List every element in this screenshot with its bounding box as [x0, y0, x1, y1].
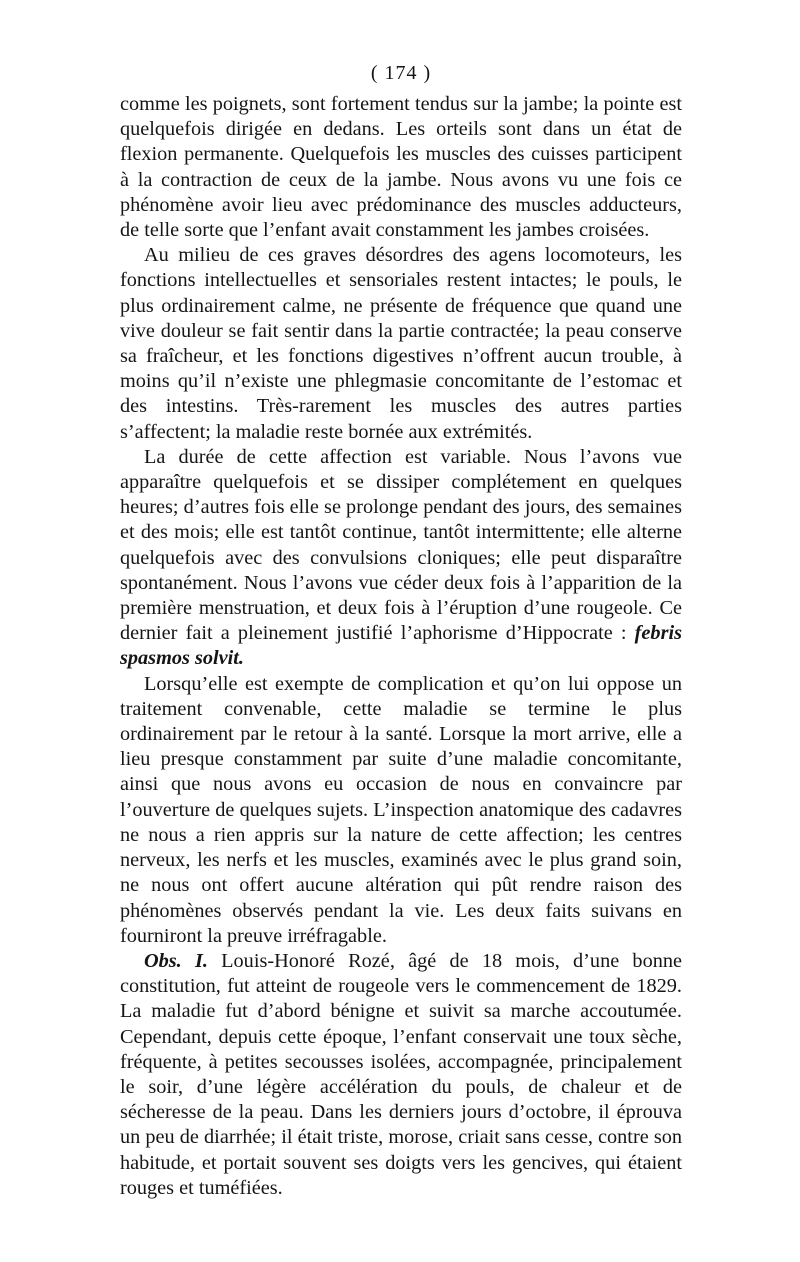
observation-text: Louis-Honoré Rozé, âgé de 18 mois, d’une bonne constitution, fut atteint de rougeole vers le commencement de 1829. La maladie fut d’abord bénigne et suivit sa marche accoutumée. Cependant, depuis cette époque, l’enfant conservait une toux sèche, fréquente, à petites secousses isolées, accompagnée, principalement le soir, d’une légère accélération du pouls, de chaleur et de sécheresse de la peau. Dans les derniers jours d’octobre, il éprouva un peu de diarrhée; il était triste, morose, criait sans cesse, contre son habitude, et portait souvent ses doigts vers les gencives, qui étaient rouges et tuméfiées.: [120, 949, 682, 1199]
page-number: ( 174 ): [370, 62, 432, 84]
observation-label: Obs. I.: [144, 949, 208, 972]
paragraph-3: [120, 445, 682, 672]
latin-aphorism: febris spasmos solvit.: [120, 622, 682, 670]
paragraph-3-text: La durée de cette affection est variable. Nous l’avons vue apparaître quelquefois et se dissiper complétement en quelques heures; d’autres fois elle se prolonge pendant des jours, des semaines et des mois; elle est tantôt continue, tantôt intermittente; elle alterne quelquefois avec des convulsions cloniques; elle peut disparaître spontanément. Nous l’avons vue céder deux fois à l’apparition de la première menstruation, et deux fois à l’éruption d’une rougeole. Ce dernier fait a pleinement justifié l’aphorisme d’Hippocrate :: [120, 445, 682, 645]
page-body: [120, 60, 682, 1201]
paragraph-1: comme les poignets, sont fortement tendus sur la jambe; la pointe est quelquefois dirigée en dedans. Les orteils sont dans un état de flexion permanente. Quelquefois les muscles des cuisses participent à la contraction de ceux de la jambe. Nous avons vu une fois ce phénomène avoir lieu avec prédominance des muscles adducteurs, de telle sorte que l’enfant avait constamment les jambes croisées.: [120, 93, 682, 242]
observation-paragraph: [120, 949, 682, 1201]
paragraph-4: Lorsqu’elle est exempte de complication et qu’on lui oppose un traitement convenable, cette maladie se termine le plus ordinairement par le retour à la santé. Lorsque la mort arrive, elle a lieu presque constamment par suite d’une maladie concomitante, ainsi que nous avons eu occasion de nous en convaincre par l’ouverture de quelques sujets. L’inspection anatomique des cadavres ne nous a rien appris sur la nature de cette affection; les centres nerveux, les nerfs et les muscles, examinés avec le plus grand soin, ne nous ont offert aucune altération qui pût rendre raison des phénomènes observés pendant la vie. Les deux faits suivans en fourniront la preuve irréfragable.: [120, 672, 682, 947]
paragraph-2: Au milieu de ces graves désordres des agens locomoteurs, les fonctions intellectuelles et sensoriales restent intactes; le pouls, le plus ordinairement calme, ne présente de fréquence que quand une vive douleur se fait sentir dans la partie contractée; la peau conserve sa fraîcheur, et les fonctions digestives n’offrent aucun trouble, à moins qu’il n’existe une phlegmasie concomitante de l’estomac et des intestins. Très-rarement les muscles des autres parties s’affectent; la maladie reste bornée aux extrémités.: [120, 244, 682, 443]
